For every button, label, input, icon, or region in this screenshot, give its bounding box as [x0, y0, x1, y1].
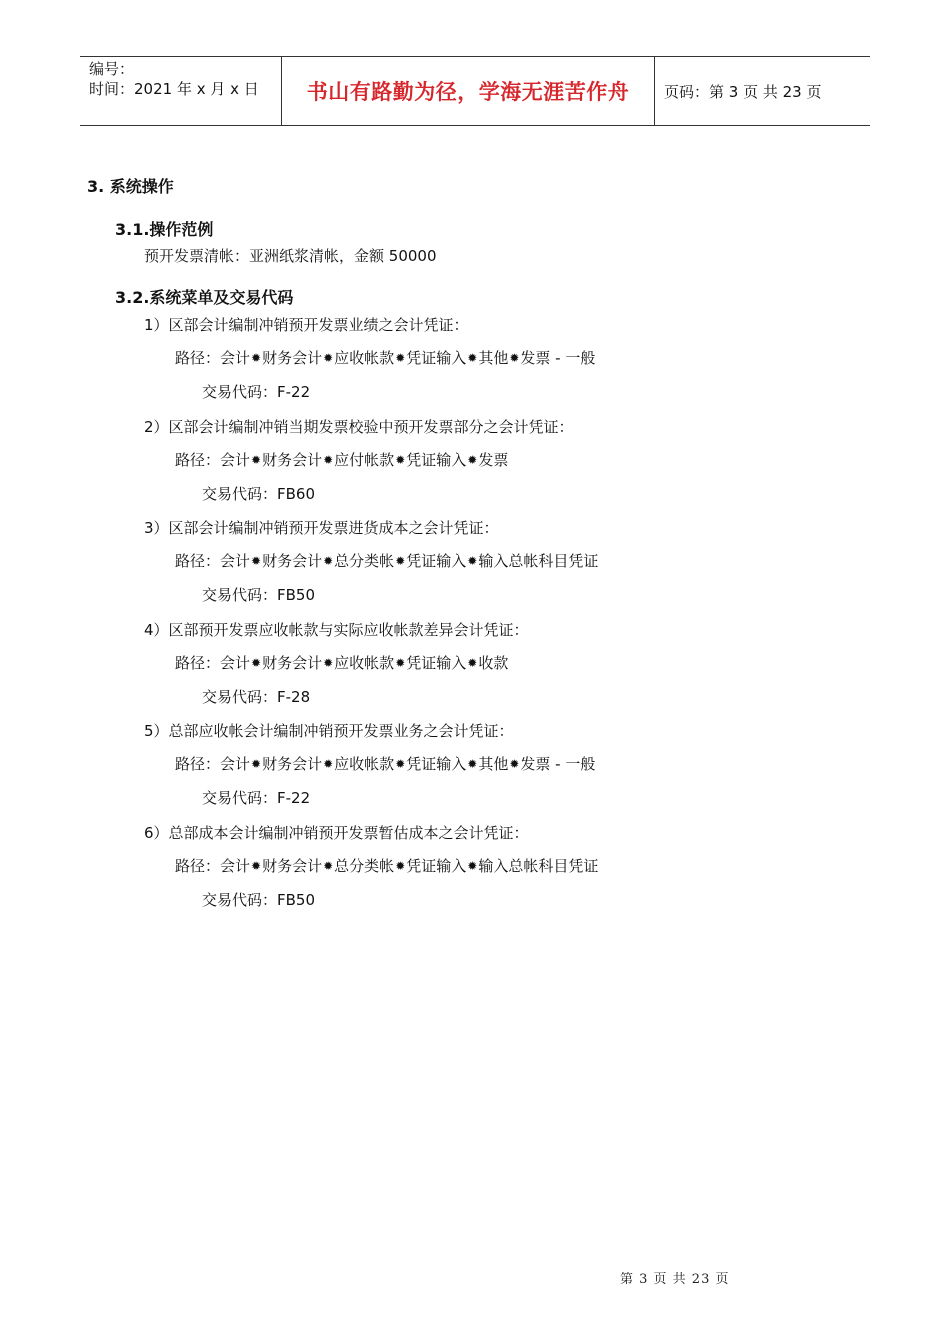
doc-date-label: 时间：2021 年 x 月 x 日	[89, 80, 259, 98]
menu-path-step: 应收帐款	[334, 755, 395, 773]
transaction-code: 交易代码：F-22	[202, 789, 311, 807]
bullet-burst-icon: ✹	[467, 858, 478, 873]
bullet-burst-icon: ✹	[467, 655, 478, 670]
bullet-burst-icon: ✹	[395, 554, 406, 568]
menu-path-step: 发票 - 一般	[520, 349, 596, 367]
menu-path-step: 输入总帐科目凭证	[478, 552, 599, 570]
menu-path-prefix: 路径：	[175, 552, 221, 570]
menu-path-step: 其他	[478, 349, 509, 367]
menu-path	[175, 855, 598, 876]
menu-path-step: 凭证输入	[406, 450, 467, 469]
bullet-burst-icon: ✹	[323, 858, 334, 873]
header-page-label: 页码：第 3 页 共 23 页	[664, 82, 822, 101]
menu-path	[175, 550, 598, 571]
menu-path-step: 凭证输入	[406, 349, 467, 367]
menu-path	[175, 449, 508, 470]
menu-path-step: 财务会计	[262, 450, 323, 469]
bullet-burst-icon: ✹	[467, 351, 478, 365]
menu-path-step: 会计	[220, 653, 251, 672]
menu-path	[175, 652, 508, 673]
bullet-burst-icon: ✹	[467, 452, 478, 467]
transaction-code: 交易代码：F-22	[202, 383, 311, 401]
list-item-title: 6）总部成本会计编制冲销预开发票暂估成本之会计凭证：	[144, 823, 529, 842]
bullet-burst-icon: ✹	[395, 452, 406, 467]
menu-path-step: 会计	[220, 552, 251, 570]
bullet-burst-icon: ✹	[509, 351, 520, 365]
menu-path-step: 会计	[220, 349, 251, 367]
bullet-burst-icon: ✹	[251, 655, 262, 670]
bullet-burst-icon: ✹	[395, 655, 406, 670]
transaction-code: 交易代码：FB50	[202, 586, 316, 604]
bullet-burst-icon: ✹	[395, 858, 406, 873]
section-heading: 3. 系统操作	[87, 177, 174, 196]
bullet-burst-icon: ✹	[323, 554, 334, 568]
list-item-title: 1）区部会计编制冲销预开发票业绩之会计凭证：	[144, 316, 469, 334]
menu-path-step: 会计	[220, 450, 251, 469]
bullet-burst-icon: ✹	[251, 554, 262, 568]
subsection-heading-2: 3.2.系统菜单及交易代码	[115, 288, 294, 307]
bullet-burst-icon: ✹	[251, 351, 262, 365]
menu-path-step: 财务会计	[262, 755, 323, 773]
menu-path-step: 应付帐款	[334, 450, 395, 469]
transaction-code: 交易代码：F-28	[202, 687, 311, 706]
menu-path-step: 会计	[220, 755, 251, 773]
bullet-burst-icon: ✹	[467, 757, 478, 771]
document-header	[80, 56, 870, 126]
transaction-code: 交易代码：FB50	[202, 890, 316, 909]
subsection-heading-1: 3.1.操作范例	[115, 220, 214, 239]
bullet-burst-icon: ✹	[323, 757, 334, 771]
menu-path-step: 财务会计	[262, 653, 323, 672]
menu-path-step: 其他	[478, 755, 509, 773]
menu-path-step: 应收帐款	[334, 653, 395, 672]
transaction-code: 交易代码：FB60	[202, 484, 316, 503]
menu-path	[175, 753, 595, 774]
header-meta	[80, 57, 281, 125]
menu-path-step: 总分类帐	[334, 552, 395, 570]
bullet-burst-icon: ✹	[467, 554, 478, 568]
bullet-burst-icon: ✹	[323, 452, 334, 467]
page-footer: 第 3 页 共 23 页	[620, 1272, 730, 1287]
list-item-title: 5）总部应收帐会计编制冲销预开发票业务之会计凭证：	[144, 722, 514, 740]
bullet-burst-icon: ✹	[251, 757, 262, 771]
menu-path-step: 凭证输入	[406, 856, 467, 875]
menu-path	[175, 347, 595, 368]
example-text: 预开发票清帐：亚洲纸浆清帐，金额 50000	[144, 247, 437, 265]
bullet-burst-icon: ✹	[251, 858, 262, 873]
menu-path-step: 凭证输入	[406, 552, 467, 570]
bullet-burst-icon: ✹	[509, 757, 520, 771]
bullet-burst-icon: ✹	[395, 757, 406, 771]
menu-path-prefix: 路径：	[175, 856, 221, 875]
bullet-burst-icon: ✹	[323, 655, 334, 670]
list-item-title: 3）区部会计编制冲销预开发票进货成本之会计凭证：	[144, 519, 499, 537]
menu-path-step: 会计	[220, 856, 251, 875]
header-motto: 书山有路勤为径，学海无涯苦作舟	[281, 57, 655, 125]
menu-path-step: 凭证输入	[406, 653, 467, 672]
menu-path-step: 发票	[478, 450, 509, 469]
menu-path-step: 凭证输入	[406, 755, 467, 773]
menu-path-prefix: 路径：	[175, 755, 221, 773]
menu-path-step: 应收帐款	[334, 349, 395, 367]
menu-path-step: 输入总帐科目凭证	[478, 856, 599, 875]
list-item-title: 2）区部会计编制冲销当期发票校验中预开发票部分之会计凭证：	[144, 417, 574, 436]
menu-path-step: 总分类帐	[334, 856, 395, 875]
menu-path-step: 财务会计	[262, 349, 323, 367]
bullet-burst-icon: ✹	[323, 351, 334, 365]
menu-path-prefix: 路径：	[175, 653, 221, 672]
bullet-burst-icon: ✹	[395, 351, 406, 365]
menu-path-step: 收款	[478, 653, 509, 672]
doc-number-label: 编号：	[89, 60, 135, 78]
menu-path-step: 发票 - 一般	[520, 755, 596, 773]
bullet-burst-icon: ✹	[251, 452, 262, 467]
menu-path-step: 财务会计	[262, 552, 323, 570]
menu-path-prefix: 路径：	[175, 349, 221, 367]
list-item-title: 4）区部预开发票应收帐款与实际应收帐款差异会计凭证：	[144, 620, 529, 639]
menu-path-prefix: 路径：	[175, 450, 221, 469]
menu-path-step: 财务会计	[262, 856, 323, 875]
